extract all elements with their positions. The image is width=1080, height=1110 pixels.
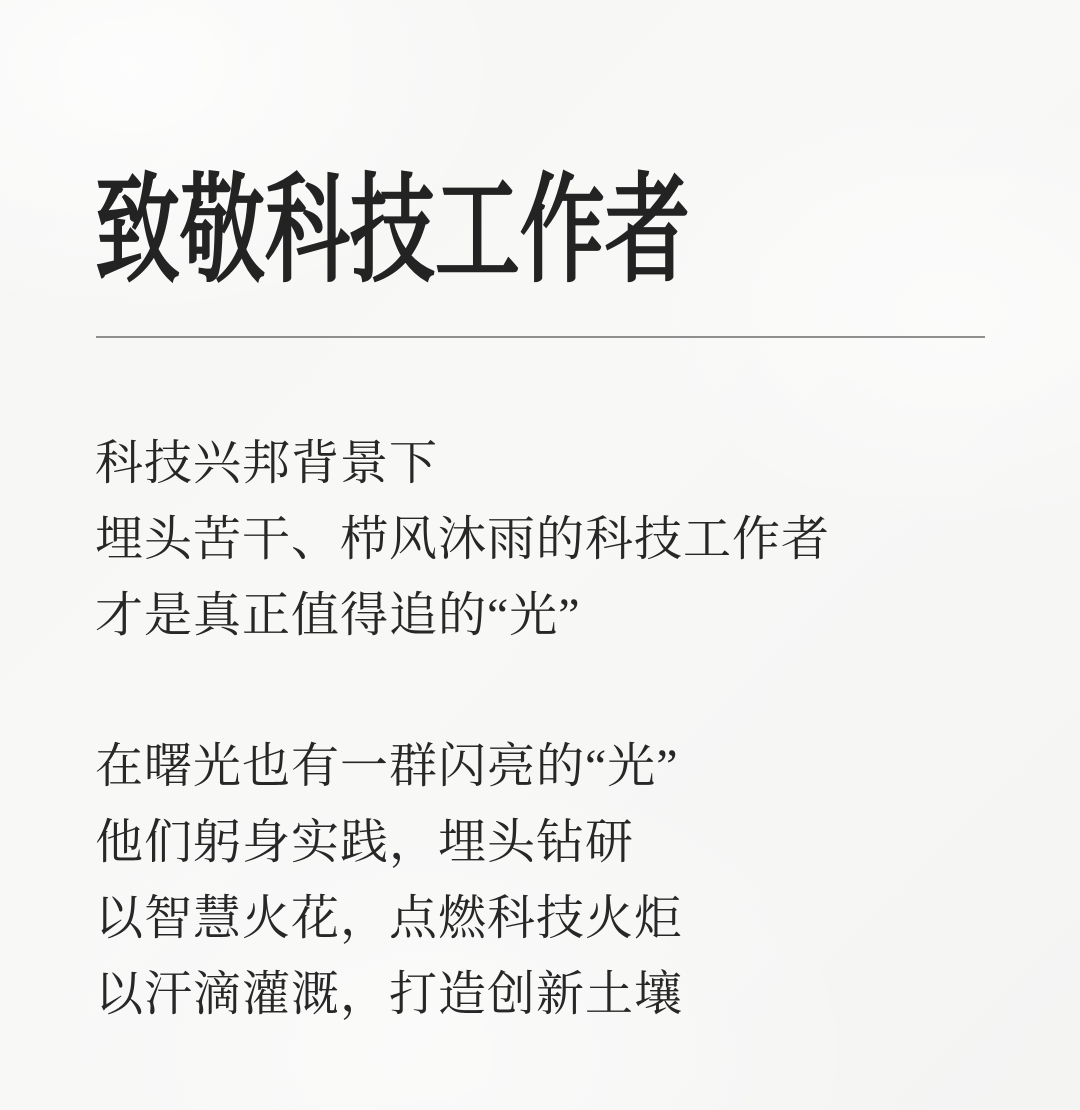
stanza-2 [95, 729, 985, 1033]
page-title: 致敬科技工作者 [95, 165, 690, 297]
poem-line: 才是真正值得追的“光” [95, 589, 581, 642]
poem-line: 在曙光也有一群闪亮的“光” [95, 740, 679, 793]
poem-line: 他们躬身实践，埋头钻研 [95, 816, 635, 869]
stanza-1 [95, 426, 985, 654]
poem-line: 以汗滴灌溉，打造创新土壤 [95, 968, 684, 1021]
poem-line: 埋头苦干、栉风沐雨的科技工作者 [95, 513, 831, 566]
divider-line [96, 336, 985, 338]
poem-line: 以智慧火花，点燃科技火炬 [95, 892, 684, 945]
poem-line: 科技兴邦背景下 [95, 437, 439, 490]
